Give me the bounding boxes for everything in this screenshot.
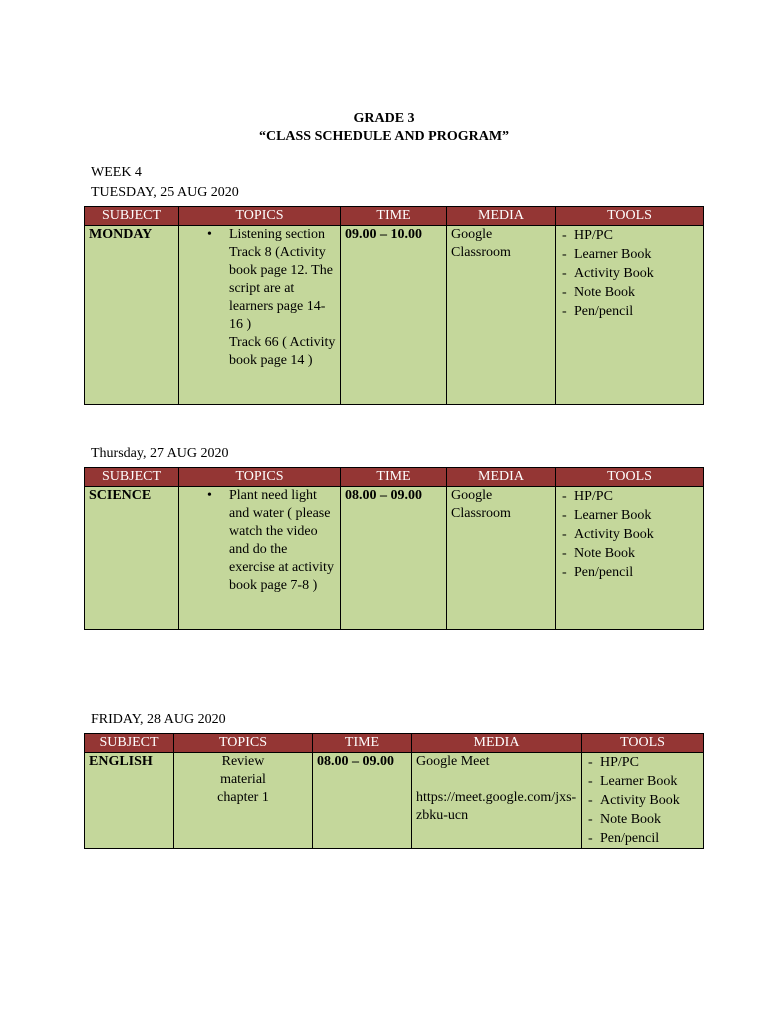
tool-item: - Activity Book <box>562 527 654 542</box>
time-cell: 08.00 – 09.00 <box>313 753 412 849</box>
tool-item: - Learner Book <box>562 247 652 262</box>
media-cell: Google Classroom <box>447 487 556 630</box>
column-header-tools: TOOLS <box>556 468 704 487</box>
subject-cell: SCIENCE <box>85 487 179 630</box>
tool-item: - Activity Book <box>562 266 654 281</box>
document-title: GRADE 3 <box>353 111 415 126</box>
table-header-row <box>85 734 704 753</box>
tool-item: - Note Book <box>588 812 662 827</box>
tool-item: - Pen/pencil <box>588 831 660 846</box>
document-subtitle: “CLASS SCHEDULE AND PROGRAM” <box>258 129 510 144</box>
tools-cell <box>556 487 704 630</box>
tool-item: - Activity Book <box>588 793 680 808</box>
table-row <box>85 753 704 849</box>
time-cell: 08.00 – 09.00 <box>341 487 447 630</box>
topics-cell <box>179 226 341 405</box>
column-header-tools: TOOLS <box>582 734 704 753</box>
tool-item: - Pen/pencil <box>562 565 634 580</box>
tools-cell <box>556 226 704 405</box>
tool-item: - Note Book <box>562 285 636 300</box>
topics-cell <box>174 753 313 849</box>
schedule-table-friday <box>84 733 704 849</box>
media-name: Google Meet <box>416 754 490 769</box>
tool-item: - HP/PC <box>588 755 639 770</box>
time-cell: 09.00 – 10.00 <box>341 226 447 405</box>
tool-item: - Note Book <box>562 546 636 561</box>
column-header-subject: SUBJECT <box>85 734 174 753</box>
tool-item: - Learner Book <box>562 508 652 523</box>
schedule-table-thursday <box>84 467 704 630</box>
topic-item: Review material chapter 1 <box>217 754 269 805</box>
column-header-tools: TOOLS <box>556 207 704 226</box>
column-header-topics: TOPICS <box>179 468 341 487</box>
column-header-time: TIME <box>313 734 412 753</box>
table-header-row <box>85 468 704 487</box>
tool-item: - Learner Book <box>588 774 678 789</box>
table-header-row <box>85 207 704 226</box>
column-header-subject: SUBJECT <box>85 468 179 487</box>
subject-cell: MONDAY <box>85 226 179 405</box>
week-label: WEEK 4 <box>91 165 142 180</box>
column-header-media: MEDIA <box>447 207 556 226</box>
media-cell <box>412 753 582 849</box>
schedule-table-tuesday <box>84 206 704 405</box>
table-row <box>85 487 704 630</box>
column-header-time: TIME <box>341 207 447 226</box>
topic-item: • Plant need light and water ( please watch the video and do the exercise at activity book page 7-8 ) <box>229 487 336 595</box>
column-header-media: MEDIA <box>447 468 556 487</box>
tool-item: - Pen/pencil <box>562 304 634 319</box>
meet-link[interactable]: https://meet.google.com/jxs-zbku-ucn <box>416 790 577 823</box>
subject-cell: ENGLISH <box>85 753 174 849</box>
topic-item: • Listening section Track 8 (Activity book page 12. The script are at learners page 14-16 ) <box>229 226 336 334</box>
tool-item: - HP/PC <box>562 228 613 243</box>
topics-cell <box>179 487 341 630</box>
column-header-media: MEDIA <box>412 734 582 753</box>
tool-item: - HP/PC <box>562 489 613 504</box>
day-label: Thursday, 27 AUG 2020 <box>91 446 229 461</box>
column-header-time: TIME <box>341 468 447 487</box>
column-header-topics: TOPICS <box>174 734 313 753</box>
media-cell: Google Classroom <box>447 226 556 405</box>
table-row <box>85 226 704 405</box>
tools-cell <box>582 753 704 849</box>
day-label: TUESDAY, 25 AUG 2020 <box>91 185 239 200</box>
column-header-subject: SUBJECT <box>85 207 179 226</box>
topic-item: Track 66 ( Activity book page 14 ) <box>229 335 336 368</box>
column-header-topics: TOPICS <box>179 207 341 226</box>
day-label: FRIDAY, 28 AUG 2020 <box>91 712 226 727</box>
